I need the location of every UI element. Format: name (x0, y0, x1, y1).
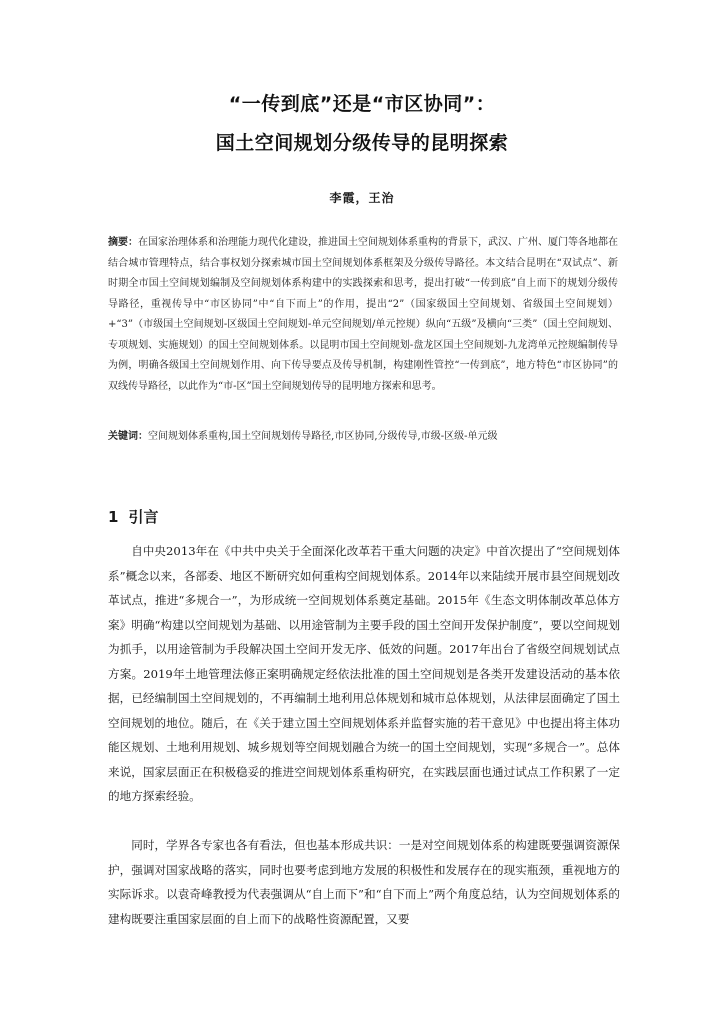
section-heading (108, 506, 158, 527)
section-number: 1 (108, 508, 119, 526)
keywords-label: 关键词： (108, 431, 148, 442)
paper-title-line2: 国土空间规划分级传导的昆明探索 (215, 132, 509, 154)
section-title: 引言 (128, 508, 159, 526)
keywords-text: 空间规划体系重构,国土空间规划传导路径,市区协同,分级传导,市级-区级-单元级 (148, 431, 498, 442)
abstract-text: 在国家治理体系和治理能力现代化建设，推进国土空间规划体系重构的背景下，武汉、广州、厦门等各地都在结合城市管理特点，结合事权划分探索城市国土空间规划体系框架及分级传导路径。本文结合昆明在“双试点”、新时期全市国土空间规划编制及空间规划体系构建中的实践探索和思考，提出打破“一传到底”自上而下的规划分级传导路径，重视传导中“市区协同”中“自下而上”的作用，提出“2”（国家级国土空间规划、省级国土空间规划）+“3”（市级国土空间规划-区级国土空间规划-单元空间规划/单元控规）纵向“五级”及横向“三类”（国土空间规划、专项规划、实施规划）的国土空间规划体系。以昆明市国土空间规划-盘龙区国土空间规划-九龙湾单元控规编制传导为例，明确各级国土空间规划作用、向下传导要点及传导机制，构建刚性管控“一传到底”，地方特色“市区协同”的双线传导路径，以此作为“市-区”国土空间规划传导的昆明地方探索和思考。 (108, 237, 618, 392)
abstract-label: 摘要： (108, 237, 138, 248)
abstract (108, 233, 618, 397)
authors: 李霞，王治 (329, 191, 395, 205)
body-paragraph-1: 自中央2013年在《中共中央关于全面深化改革若干重大问题的决定》中首次提出了“空间规划体系”概念以来，各部委、地区不断研究如何重构空间规划体系。2014年以来陆续开展市县空间规划改革试点，推进“多规合一”，为形成统一空间规划体系奠定基础。2015年《生态文明体制改革总体方案》明确“构建以空间规划为基础、以用途管制为主要手段的国土空间开发保护制度”，要以空间规划为抓手，以用途管制为手段解决国土空间开发无序、低效的问题。2017年出台了省级空间规划试点方案。2019年土地管理法修正案明确规定经依法批准的国土空间规划是各类开发建设活动的基本依据，已经编制国土空间规划的，不再编制土地利用总体规划和城市总体规划，从法律层面确定了国土空间规划的地位。随后，在《关于建立国土空间规划体系并监督实施的若干意见》中也提出将主体功能区规划、土地利用规划、城乡规划等空间规划融合为统一的国土空间规划，实现“多规合一”。总体来说，国家层面正在积极稳妥的推进空间规划体系重构研究，在实践层面也通过试点工作积累了一定的地方探索经验。 (108, 544, 620, 803)
paper-title-line1: “一传到底”还是“市区协同”： (228, 93, 496, 115)
keywords (108, 427, 618, 448)
body-paragraph-2: 同时，学界各专家也各有看法，但也基本形成共识：一是对空间规划体系的构建既要强调资源保护，强调对国家战略的落实，同时也要考虑到地方发展的积极性和发展存在的现实瓶颈，重视地方的实际诉求。以袁奇峰教授为代表强调从“自上而下”和“自下而上”两个角度总结，认为空间规划体系的建构既要注重国家层面的自上而下的战略性资源配置，又要 (108, 838, 620, 926)
